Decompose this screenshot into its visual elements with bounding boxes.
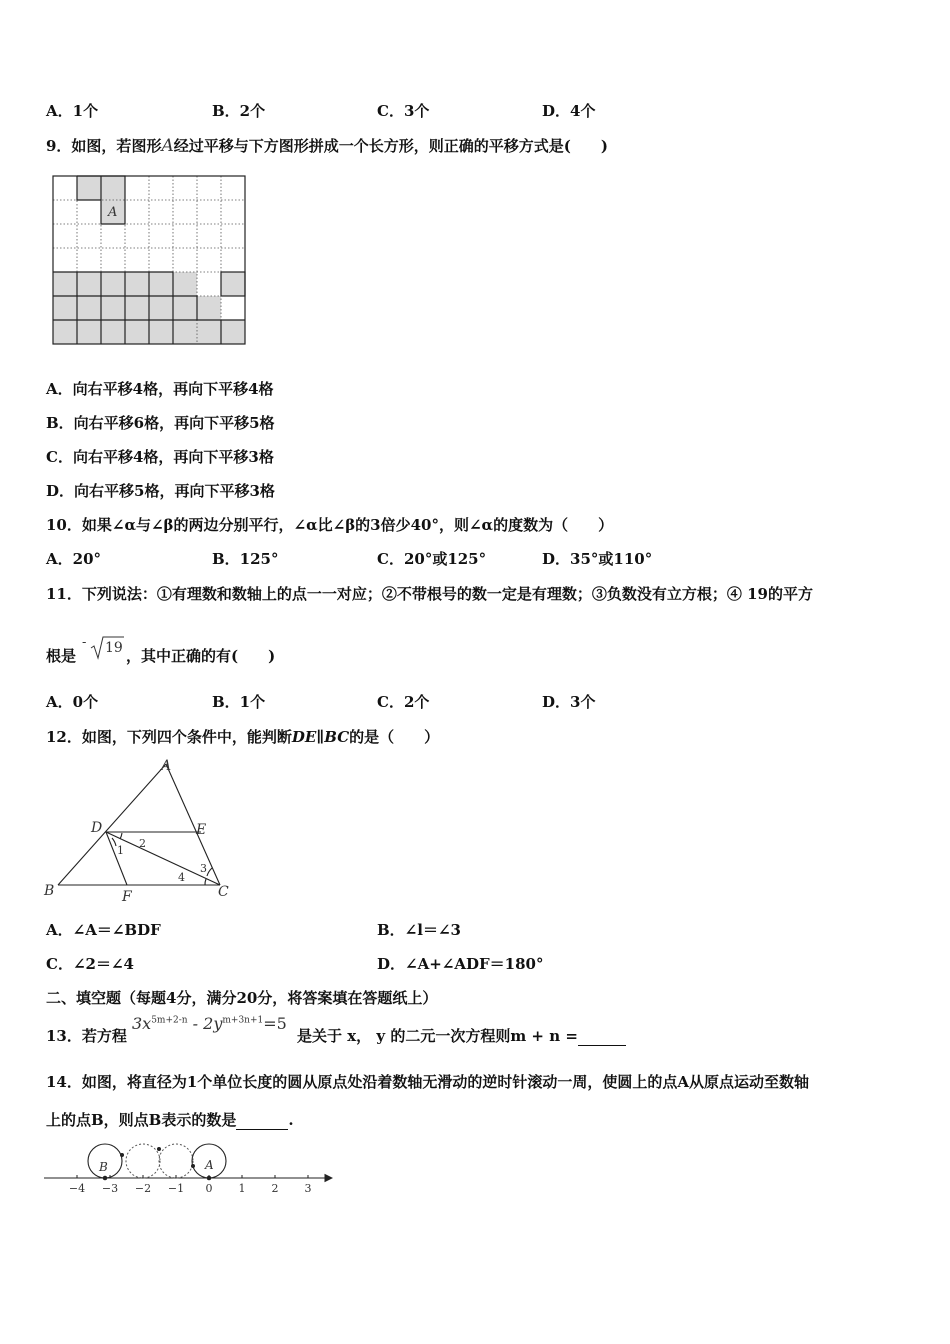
q10-option-a: A．20° bbox=[46, 550, 102, 568]
q12-stem bbox=[46, 727, 439, 747]
q12-label-f: F bbox=[122, 889, 132, 905]
q9-stem bbox=[46, 136, 608, 156]
q12-angle-3: 3 bbox=[200, 862, 207, 875]
q12-label-d: D bbox=[91, 820, 103, 836]
q13-after-text: 是关于 x， y 的二元一次方程则m + n = bbox=[297, 1027, 578, 1045]
section2-heading: 二、填空题（每题4分，满分20分，将答案填在答题纸上） bbox=[46, 989, 438, 1007]
q14-answer-blank[interactable] bbox=[236, 1113, 288, 1130]
q11-option-a: A．0个 bbox=[46, 693, 99, 711]
q14-tick-3: 3 bbox=[304, 1182, 312, 1195]
q13-coef1: 3x bbox=[132, 1014, 152, 1033]
q11-stem-line2-before: 根是 bbox=[46, 647, 77, 665]
q12-angle-4: 4 bbox=[178, 871, 185, 884]
q9-option-a: A．向右平移4格，再向下平移4格 bbox=[46, 380, 274, 398]
q9-option-d: D．向右平移5格，再向下平移3格 bbox=[46, 482, 275, 500]
q9-stem-before: 9．如图，若图形 bbox=[46, 137, 162, 155]
q9-stem-after: 经过平移与下方图形拼成一个长方形，则正确的平移方式是( ) bbox=[173, 137, 608, 155]
q11-stem-line2 bbox=[46, 646, 76, 666]
q14-end: . bbox=[288, 1111, 294, 1129]
q14-label-a: A bbox=[205, 1158, 214, 1172]
q11-option-c: C．2个 bbox=[377, 693, 430, 711]
q12-label-a: A bbox=[161, 758, 172, 774]
q13-minus: - 2y bbox=[187, 1014, 223, 1033]
q12-stem-after: 的是（ ） bbox=[349, 728, 440, 746]
q13-exp2: m+3n+1 bbox=[222, 1015, 264, 1026]
q13-exp1: 5m+2-n bbox=[151, 1015, 188, 1026]
q10-option-d: D．35°或110° bbox=[542, 550, 653, 568]
q11-stem-line2-after: ，其中正确的有( ) bbox=[126, 647, 276, 665]
q11-option-d: D．3个 bbox=[542, 693, 596, 711]
q14-tick--2: −2 bbox=[134, 1182, 152, 1195]
q9-option-c: C．向右平移4格，再向下平移3格 bbox=[46, 448, 274, 466]
q10-option-c: C．20°或125° bbox=[377, 550, 487, 568]
q8-option-a: A．1个 bbox=[46, 102, 99, 120]
q11-option-b: B．1个 bbox=[212, 693, 266, 711]
q13-answer-blank[interactable] bbox=[578, 1029, 626, 1046]
q12-option-a: A．∠A＝∠BDF bbox=[46, 921, 161, 939]
q11-radical-minus: - bbox=[82, 635, 87, 650]
q8-option-d: D．4个 bbox=[542, 102, 596, 120]
q12-stem-math: DE∥BC bbox=[291, 728, 350, 746]
q14-number-line-figure bbox=[44, 1138, 336, 1198]
q9-stem-letter: A bbox=[161, 136, 174, 156]
q14-tick--1: −1 bbox=[167, 1182, 185, 1195]
q10-option-b: B．125° bbox=[212, 550, 279, 568]
q13-rhs: =5 bbox=[263, 1014, 287, 1033]
q12-label-b: B bbox=[44, 883, 55, 899]
q12-triangle-figure bbox=[40, 754, 240, 904]
q12-stem-before: 12．如图，下列四个条件中，能判断 bbox=[46, 728, 292, 746]
q14-label-b: B bbox=[99, 1160, 108, 1174]
q14-tick--3: −3 bbox=[101, 1182, 119, 1195]
q14-line2-text: 上的点B，则点B表示的数是 bbox=[46, 1111, 237, 1129]
q14-tick-1: 1 bbox=[238, 1182, 246, 1195]
q12-option-d: D．∠A+∠ADF＝180° bbox=[377, 955, 544, 973]
q14-line2 bbox=[46, 1110, 294, 1130]
q14-tick--4: −4 bbox=[68, 1182, 86, 1195]
q14-tick-0: 0 bbox=[205, 1182, 213, 1195]
q14-line1: 14．如图，将直径为1个单位长度的圆从原点处沿着数轴无滑动的逆时针滚动一周，使圆上的点A从原点运动至数轴 bbox=[46, 1073, 809, 1091]
q8-option-b: B．2个 bbox=[212, 102, 266, 120]
q11-stem-line1: 11．下列说法：①有理数和数轴上的点一一对应；②不带根号的数一定是有理数；③负数没有立方根；④ 19的平方 bbox=[46, 585, 813, 603]
q12-angle-1: 1 bbox=[117, 844, 124, 857]
q13-after bbox=[297, 1026, 626, 1046]
q11-radical bbox=[82, 632, 128, 662]
q9-grid-figure bbox=[52, 174, 248, 346]
q12-option-c: C．∠2＝∠4 bbox=[46, 955, 134, 973]
q8-option-c: C．3个 bbox=[377, 102, 430, 120]
q13-equation bbox=[132, 1014, 287, 1033]
q9-figure-label-a: A bbox=[108, 205, 118, 220]
q13-before: 13．若方程 bbox=[46, 1027, 127, 1045]
q12-option-b: B．∠l＝∠3 bbox=[377, 921, 461, 939]
q14-tick-2: 2 bbox=[271, 1182, 279, 1195]
q9-option-b: B．向右平移6格，再向下平移5格 bbox=[46, 414, 275, 432]
q10-stem: 10．如果∠α与∠β的两边分别平行，∠α比∠β的3倍少40°，则∠α的度数为（ ） bbox=[46, 516, 614, 534]
q12-angle-2: 2 bbox=[139, 837, 146, 850]
q11-radicand: 19 bbox=[105, 640, 123, 656]
q12-label-c: C bbox=[218, 884, 229, 900]
q12-label-e: E bbox=[196, 822, 207, 838]
